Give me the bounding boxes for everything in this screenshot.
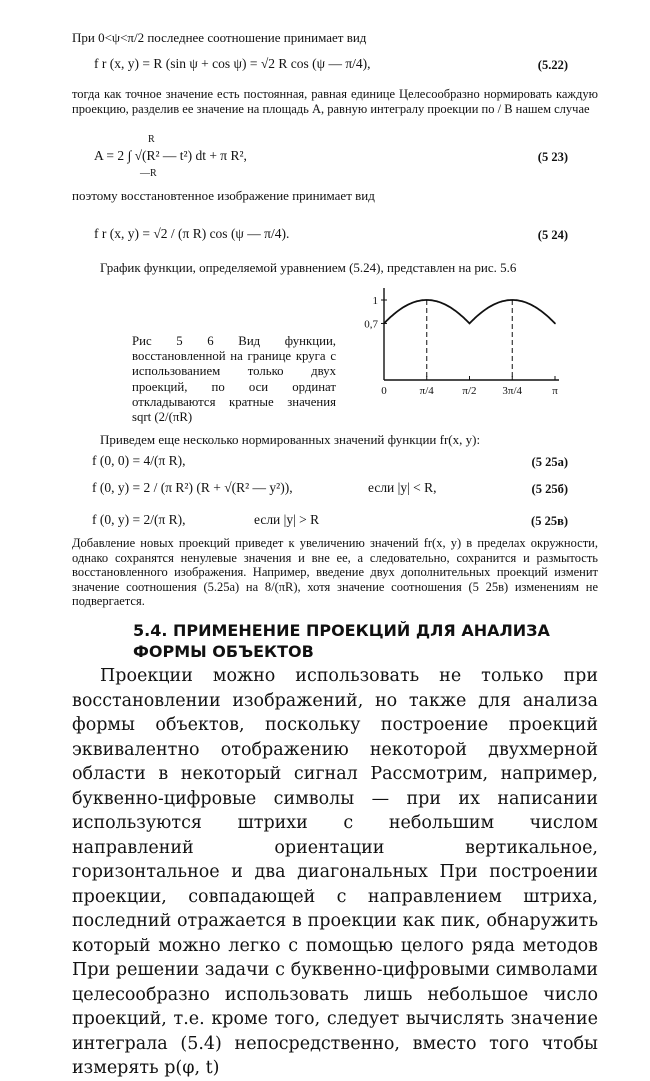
data-point xyxy=(383,323,385,325)
equation-number: (5 23) xyxy=(537,150,568,164)
integral-upper-limit: R xyxy=(148,134,155,145)
paragraph: Добавление новых проекций приведет к увеличению значений fr(x, y) в пределах окружности, однако сохранятся ненулевые значения и вне ее, а следовательно, сохранится и размытость восстановленного изображения. Например, введение двух дополнительных проекций изменит значение соотношения (5.25a) на 8/(πR), хотя значение соотношения (5 25в) изменениям не подвергается. xyxy=(72,536,598,609)
x-tick-label: 3π/4 xyxy=(502,385,523,397)
equation-number: (5 25a) xyxy=(531,455,568,469)
data-point xyxy=(533,305,535,307)
y-tick-label: 1 xyxy=(372,295,378,307)
section-title-line2: ФОРМЫ ОБЪЕКТОВ xyxy=(133,642,314,661)
equation-5-24: f r (x, y) = √2 / (π R) cos (ψ — π/4). xyxy=(94,226,290,241)
condition-text: если |y| < R, xyxy=(368,480,437,495)
equation-5-22: f r (x, y) = R (sin ψ + cos ψ) = √2 R cos (ψ — π/4), xyxy=(94,56,371,71)
equation-5-25b: f (0, y) = 2 / (π R²) (R + √(R² — y²)), xyxy=(92,480,293,495)
paragraph: Проекции можно использовать не только при восстановлении изображений, но также для анализа формы объектов, поскольку построение проекций эквивалентно отображению некоторой двухмерной области в некоторый сигнал Рассмотрим, например, буквенно-цифровые символы — при их написании используются штрихи с небольшим числом направлений ориентации вертикальное, горизонтальное и два диагональных При построении проекции, совпадающей с направлением штриха, последний отражается в проекции как пик, обнаружить который можно легко с помощью целого ряда методов При решении задачи с буквенно-цифровыми символами целесообразно использовать лишь небольшое число проекций, т.е. кроме того, следует вычислять значение интеграла (5.4) непосредственно, вместо того чтобы измерять p(φ, t) xyxy=(72,666,598,1078)
equation-number: (5 25в) xyxy=(531,514,568,528)
x-tick-label: 0 xyxy=(381,385,387,397)
data-point xyxy=(405,305,407,307)
data-point xyxy=(490,305,492,307)
condition-text: если |y| > R xyxy=(254,512,320,527)
data-point xyxy=(447,305,449,307)
section-number: 5.4. xyxy=(133,621,168,640)
equation-number: (5.22) xyxy=(537,58,568,72)
data-point xyxy=(554,323,556,325)
data-point xyxy=(469,323,471,325)
paragraph: Приведем еще несколько нормированных значений функции fr(x, y): xyxy=(100,432,481,447)
equation-number: (5 24) xyxy=(537,228,568,242)
section-title-line1: ПРИМЕНЕНИЕ ПРОЕКЦИЙ ДЛЯ АНАЛИЗА xyxy=(173,621,550,640)
function-curve xyxy=(384,300,555,323)
x-tick-label: π/2 xyxy=(462,385,477,397)
x-tick-label: π/4 xyxy=(419,385,434,397)
figure-caption: Рис 5 6 Вид функции, восстановленной на границе круга с использованием только двух проекций, по оси ординат откладываются кратные значения sqrt (2/(πR) xyxy=(132,334,336,425)
equation-5-23: A = 2 ∫ √(R² — t²) dt + π R², xyxy=(94,148,247,163)
equation-5-25v: f (0, y) = 2/(π R), xyxy=(92,512,186,527)
equation-5-25a: f (0, 0) = 4/(π R), xyxy=(92,453,186,468)
data-point xyxy=(426,299,428,301)
paragraph: тогда как точное значение есть постоянная, равная единице Целесообразно нормировать каждую проекцию, разделив ее значение на площадь A, равную интегралу проекции по / В нашем случае xyxy=(72,87,598,116)
integral-lower-limit: —R xyxy=(140,168,157,179)
paragraph: поэтому восстановтенное изображение принимает вид xyxy=(72,188,375,203)
y-tick-label: 0,7 xyxy=(364,318,378,331)
data-point xyxy=(511,299,513,301)
equation-number: (5 25б) xyxy=(531,482,568,496)
section-title xyxy=(133,620,550,642)
intro-text: При 0<ψ<π/2 последнее соотношение принимает вид xyxy=(72,30,367,45)
x-tick-label: π xyxy=(552,385,558,397)
paragraph: График функции, определяемой уравнением (5.24), представлен на рис. 5.6 xyxy=(100,260,517,275)
